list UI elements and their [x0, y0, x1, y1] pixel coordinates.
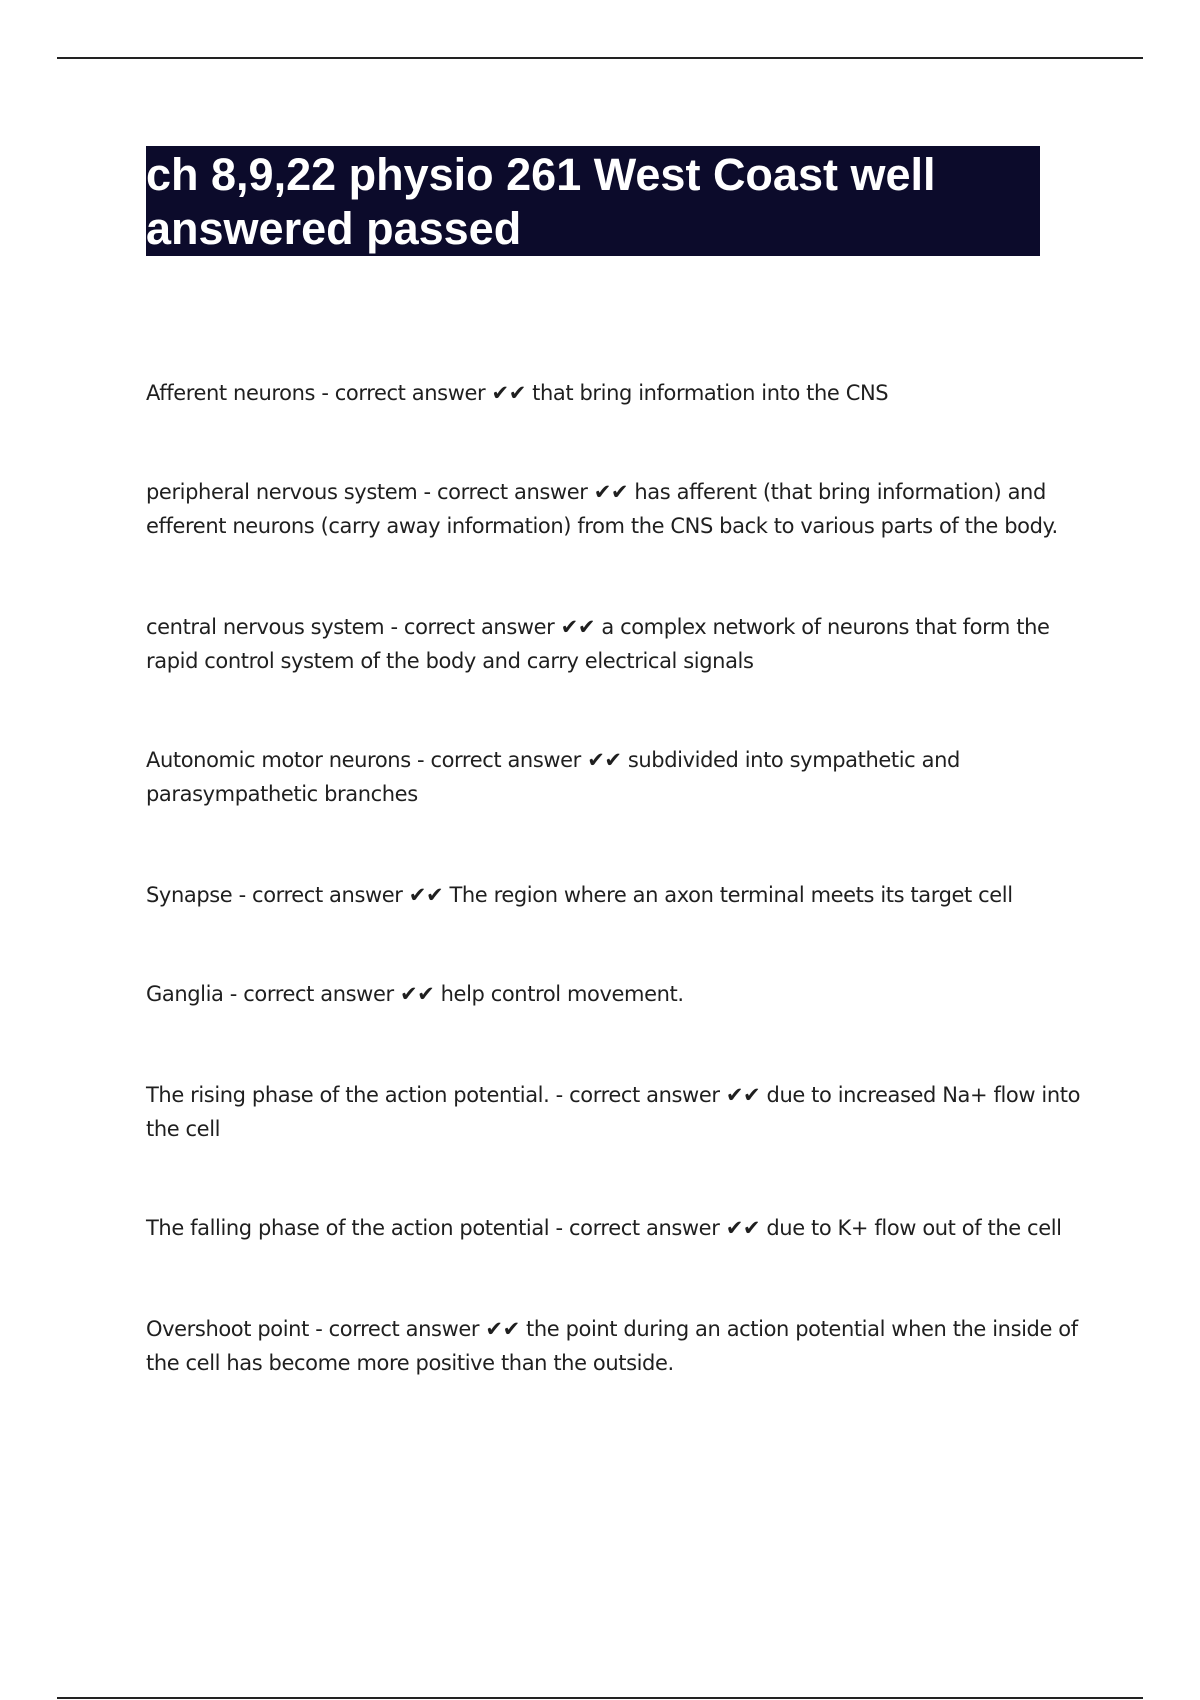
list-item: Synapse - correct answer ✔✔ The region where an axon terminal meets its target cell — [146, 883, 1013, 907]
list-item: The rising phase of the action potential. - correct answer ✔✔ due to increased Na+ flow into the cell — [146, 1083, 1081, 1141]
list-item: The falling phase of the action potential - correct answer ✔✔ due to K+ flow out of the cell — [146, 1216, 1062, 1240]
list-item: central nervous system - correct answer ✔✔ a complex network of neurons that form the rapid control system of the body and carry electrical signals — [146, 615, 1050, 673]
list-item: Ganglia - correct answer ✔✔ help control movement. — [146, 982, 684, 1006]
list-item: peripheral nervous system - correct answer ✔✔ has afferent (that bring information) and efferent neurons (carry away information) from the CNS back to various parts of the body. — [146, 480, 1058, 538]
document-title: ch 8,9,22 physio 261 West Coast well answered passed — [146, 149, 936, 254]
list-item: Overshoot point - correct answer ✔✔ the point during an action potential when the inside of the cell has become more positive than the outside. — [146, 1317, 1078, 1375]
title-banner — [146, 146, 1040, 256]
list-item: Autonomic motor neurons - correct answer ✔✔ subdivided into sympathetic and parasympathetic branches — [146, 748, 960, 806]
bottom-rule — [57, 1697, 1143, 1699]
list-item: Afferent neurons - correct answer ✔✔ that bring information into the CNS — [146, 381, 889, 405]
top-rule — [57, 57, 1143, 59]
